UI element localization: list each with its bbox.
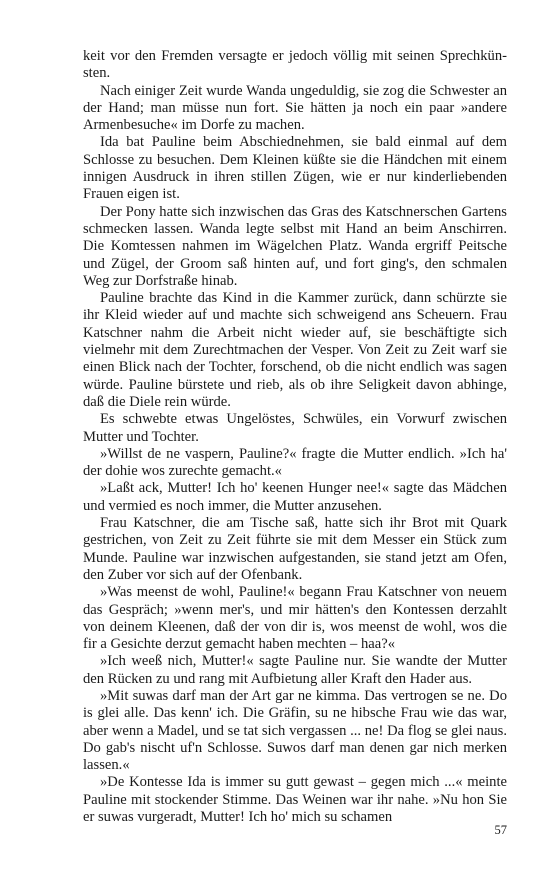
paragraph-8: »Laßt ack, Mutter! Ich ho' keenen Hunger nee!« sagte das Mädchen und vermied es noch immer, die Mutter anzusehen. bbox=[83, 480, 507, 514]
paragraph-6: Es schwebte etwas Ungelöstes, Schwüles, ein Vorwurf zwischen Mutter und Tochter. bbox=[83, 411, 507, 445]
book-page-text bbox=[83, 48, 507, 826]
page-number: 57 bbox=[494, 823, 507, 837]
paragraph-9: Frau Katschner, die am Tische saß, hatte sich ihr Brot mit Quark gestrichen, von Zeit zu Zeit führte sie mit dem Messer ein Stück zum Munde. Pauline war inzwischen aufgestanden, sie stand jetzt am Ofen, den Zuber vor sich auf der Ofenbank. bbox=[83, 515, 507, 583]
paragraph-4: Der Pony hatte sich inzwischen das Gras des Katschnerschen Gartens schmecken lassen. Wanda legte selbst mit Hand an beim Anschirren. Die Komtessen nahmen im Wägelchen Platz. Wanda ergriff Peitsche und Zügel, der Groom saß hinten auf, und fort ging's, den schmalen Weg zur Dorfstraße hinab. bbox=[83, 203, 507, 289]
paragraph-5: Pauline brachte das Kind in die Kammer zurück, dann schürzte sie ihr Kleid wieder auf und machte sich schweigend ans Scheuern. Frau Katschner nahm die Arbeit nicht wieder auf, sie beschäftigte sich vielmehr mit dem Zurechtmachen der Vesper. Von Zeit zu Zeit warf sie einen Blick nach der Tochter, forschend, ob die nicht endlich was sagen würde. Pauline bürstete und rieb, als ob ihre Seligkeit davon abhinge, daß die Diele rein würde. bbox=[83, 290, 507, 410]
paragraph-1: keit vor den Fremden versagte er jedoch völlig mit seinen Sprechkünsten. bbox=[83, 48, 507, 82]
paragraph-7: »Willst de ne vaspern, Pauline?« fragte die Mutter endlich. »Ich ha' der dohie wos zurechte gemacht.« bbox=[83, 445, 507, 480]
paragraph-2: Nach einiger Zeit wurde Wanda ungeduldig, sie zog die Schwester an der Hand; man müsse nun fort. Sie hätten ja noch ein paar »andere Armenbesuche« im Dorfe zu machen. bbox=[83, 82, 507, 134]
paragraph-12: »Mit suwas darf man der Art gar ne kimma. Das vertrogen se ne. Do is glei alle. Das kenn' ich. Die Gräfin, su ne hibsche Frau wie das war, aber wenn a Madel, und se tat sich vergassen ... ne! Da flog se glei naus. Do gab's nischt uf'n Schlosse. Suwos darf man denen gar nich merken lassen.« bbox=[83, 687, 507, 774]
paragraph-3: Ida bat Pauline beim Abschiednehmen, sie bald einmal auf dem Schlosse zu besuchen. Dem Kleinen küßte sie die Händchen mit einem innigen Ausdruck in ihren stillen Zügen, wie er nur kinderliebenden Frauen eigen ist. bbox=[83, 134, 507, 203]
paragraph-11: »Ich weeß nich, Mutter!« sagte Pauline nur. Sie wandte der Mutter den Rücken zu und rang mit Aufbietung aller Kraft den Hader aus. bbox=[83, 653, 507, 687]
paragraph-13: »De Kontesse Ida is immer su gutt gewast – gegen mich ...« meinte Pauline mit stockender Stimme. Das Weinen war ihr nahe. »Nu hon Sie er suwas vurgeradt, Mutter! Ich ho' mich su schamen bbox=[83, 774, 507, 826]
paragraph-10: »Was meenst de wohl, Pauline!« begann Frau Katschner von neuem das Gespräch; »wenn mer's, und mir hätten's den Kontessen derzahlt von deinem Kleenen, daß der von dir is, wos meenst de wohl, wos die fir a Gesichte derzut gemacht haben mechten – haa?« bbox=[83, 584, 507, 653]
